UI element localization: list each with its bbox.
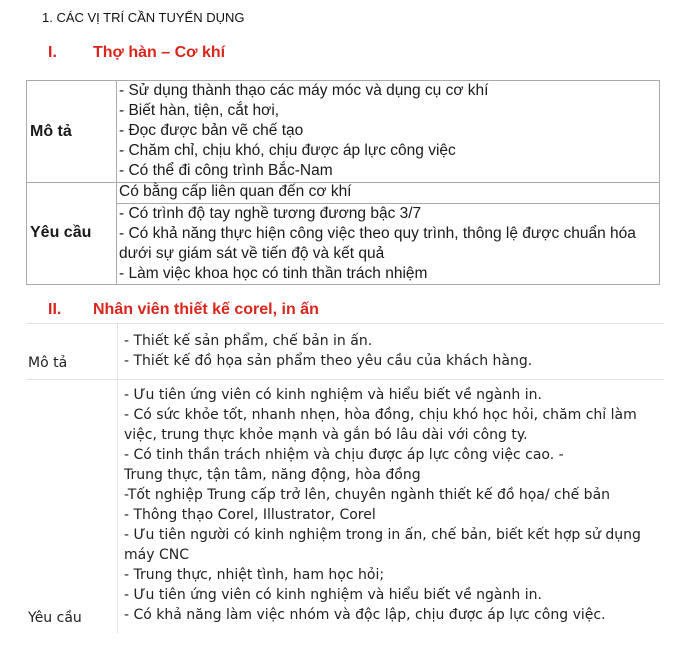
list-item: - Thiết kế đồ họa sản phẩm theo yêu cầu của khách hàng. — [124, 353, 533, 369]
row-content — [124, 331, 664, 371]
list-item: - Ưu tiên ứng viên có kinh nghiệm và hiểu biết về ngành in. — [124, 387, 542, 403]
list-item: - Ưu tiên người có kinh nghiệm trong in ấn, chế bản, biết kết hợp sử dụng máy CNC — [124, 527, 641, 563]
section-1-table — [26, 80, 660, 285]
list-item: - Có tinh thần trách nhiệm và chịu được áp lực công việc cao. - — [124, 447, 564, 463]
row-content — [117, 81, 659, 182]
list-item: Trung thực, tận tâm, năng động, hòa đồng — [124, 467, 421, 483]
list-item: - Trung thực, nhiệt tình, ham học hỏi; — [124, 567, 385, 583]
row-label: Mô tả — [28, 355, 68, 371]
row-label: Mô tả — [27, 81, 117, 182]
list-item: - Có sức khỏe tốt, nhanh nhẹn, hòa đồng, chịu khó học hỏi, chăm chỉ làm việc, trung thực khỏe mạnh và gắn bó lâu dài với công ty. — [124, 407, 637, 443]
row-content — [117, 182, 659, 284]
section-2-table — [26, 323, 664, 633]
section-2-number: II. — [48, 301, 62, 318]
section-1-title — [48, 44, 225, 62]
table-row — [27, 81, 659, 183]
list-item: - Chăm chỉ, chịu khó, chịu được áp lực công việc — [119, 142, 456, 159]
list-item: - Thông thạo Corel, Illustrator, Corel — [124, 507, 376, 523]
table-divider — [26, 379, 664, 380]
list-item: -Tốt nghiệp Trung cấp trở lên, chuyên ngành thiết kế đồ họa/ chế bản — [124, 487, 611, 503]
list-item: - Thiết kế sản phẩm, chế bản in ấn. — [124, 333, 373, 349]
list-item: - Làm việc khoa học có tinh thần trách nhiệm — [119, 265, 428, 282]
list-item: - Có khả năng làm việc nhóm và độc lập, chịu được áp lực công việc. — [124, 607, 606, 623]
row-label: Yêu cầu — [28, 610, 82, 626]
table-row — [27, 182, 659, 284]
list-item: Có bằng cấp liên quan đến cơ khí — [117, 182, 659, 204]
list-item: - Sử dụng thành thạo các máy móc và dụng cụ cơ khí — [119, 82, 489, 99]
section-2-title-text: Nhân viên thiết kế corel, in ấn — [93, 301, 319, 318]
table-divider — [117, 323, 118, 633]
list-item: - Biết hàn, tiện, cắt hơi, — [119, 102, 280, 119]
section-1-title-text: Thợ hàn – Cơ khí — [93, 44, 226, 61]
section-2-title — [48, 301, 319, 319]
list-item: - Ưu tiên ứng viên có kinh nghiệm và hiểu biết về ngành in. — [124, 587, 542, 603]
list-item: - Có khả năng thực hiện công việc theo quy trình, thông lệ được chuẩn hóa dưới sự giám sát về tiến độ và kết quả — [119, 225, 636, 262]
row-label: Yêu cầu — [27, 182, 117, 284]
list-item: - Có thể đi công trình Bắc-Nam — [119, 162, 333, 179]
row-content — [124, 385, 664, 625]
list-item: - Đọc được bản vẽ chế tạo — [119, 122, 304, 139]
section-1-number: I. — [48, 44, 57, 61]
table-divider — [26, 323, 664, 324]
document-heading: 1. CÁC VỊ TRÍ CẦN TUYỂN DỤNG — [42, 10, 245, 25]
list-item: - Có trình độ tay nghề tương đương bậc 3/7 — [119, 205, 422, 222]
